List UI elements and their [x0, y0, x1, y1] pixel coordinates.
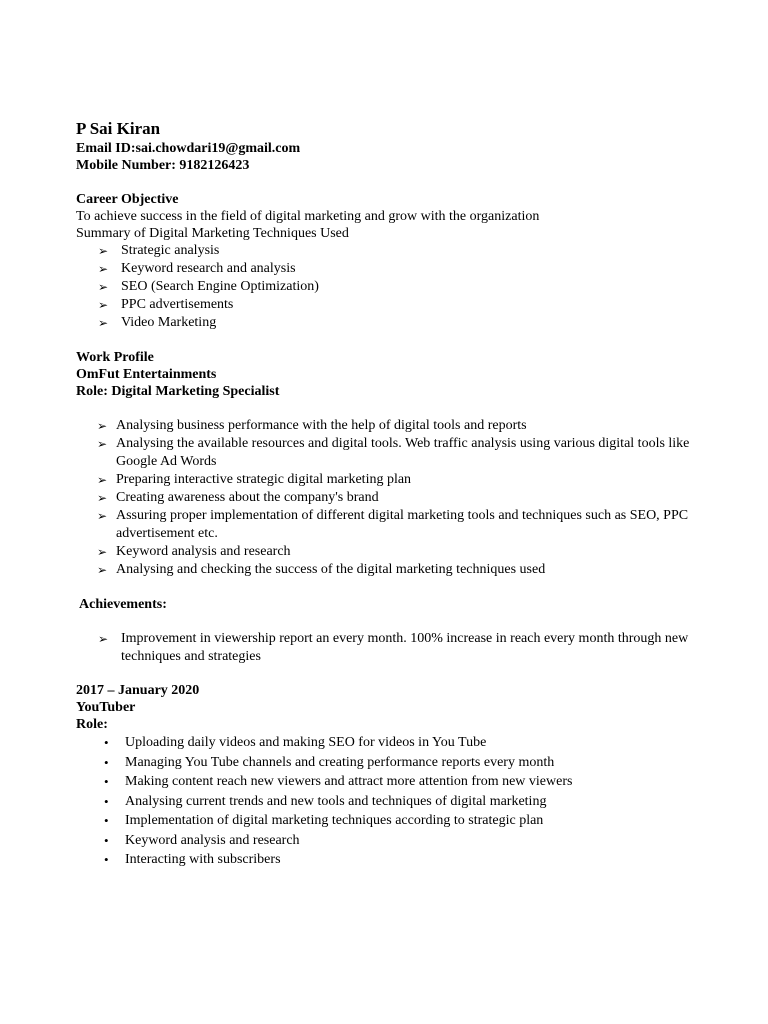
arrow-bullet-icon: ➢ [98, 316, 109, 330]
list-item-text: PPC advertisements [121, 297, 234, 312]
bullet-icon: • [104, 852, 109, 867]
email-line: Email ID:sai.chowdari19@gmail.com [76, 141, 301, 156]
list-item-text: Uploading daily videos and making SEO for videos in You Tube [125, 735, 487, 750]
list-item-text: Analysing current trends and new tools and techniques of digital marketing [125, 793, 547, 809]
list-item [76, 772, 696, 792]
list-item [76, 471, 696, 489]
achievements-heading: Achievements: [79, 597, 167, 612]
list-item-text: Managing You Tube channels and creating performance reports every month [125, 754, 555, 770]
work-duties-list [76, 417, 696, 579]
list-item-text: Improvement in viewership report an every month. 100% increase in reach every month through new techniques and strategies [121, 631, 689, 664]
bullet-icon: • [104, 774, 109, 789]
career-objective-heading: Career Objective [76, 192, 179, 207]
arrow-bullet-icon: ➢ [97, 437, 108, 451]
arrow-bullet-icon: ➢ [97, 419, 108, 433]
bullet-icon: • [104, 832, 109, 848]
list-item [76, 260, 696, 278]
mobile-line: Mobile Number: 9182126423 [76, 158, 250, 173]
list-item-text: Analysing business performance with the help of digital tools and reports [116, 418, 527, 433]
list-item-text: Keyword analysis and research [116, 544, 291, 559]
list-item [76, 278, 696, 296]
list-item [76, 850, 696, 870]
youtube-role-label: Role: [76, 717, 108, 732]
work-profile-heading: Work Profile [76, 350, 154, 365]
arrow-bullet-icon: ➢ [97, 491, 108, 505]
list-item [76, 417, 696, 435]
list-item [76, 733, 696, 753]
list-item [76, 792, 696, 812]
arrow-bullet-icon: ➢ [98, 280, 109, 294]
list-item-text: Strategic analysis [121, 243, 220, 258]
list-item-text: Keyword research and analysis [121, 261, 296, 276]
list-item [76, 753, 696, 773]
list-item-text: Creating awareness about the company's brand [116, 490, 379, 505]
arrow-bullet-icon: ➢ [98, 244, 109, 258]
resume-page [76, 118, 696, 870]
bullet-icon: • [104, 735, 109, 750]
arrow-bullet-icon: ➢ [97, 509, 108, 523]
list-item [76, 435, 696, 471]
arrow-bullet-icon: ➢ [97, 473, 108, 487]
arrow-bullet-icon: ➢ [97, 545, 108, 559]
list-item [76, 561, 696, 579]
list-item-text: Keyword analysis and research [125, 832, 300, 848]
list-item [76, 811, 696, 831]
list-item-text: Interacting with subscribers [125, 852, 281, 867]
list-item [76, 630, 696, 666]
list-item-text: Assuring proper implementation of different digital marketing tools and techniques such as SEO, PPC advertisement etc. [116, 508, 689, 541]
arrow-bullet-icon: ➢ [98, 632, 109, 646]
youtube-period: 2017 – January 2020 [76, 683, 200, 698]
bullet-icon: • [104, 793, 109, 809]
youtube-duties-list [76, 733, 696, 870]
list-item [76, 543, 696, 561]
arrow-bullet-icon: ➢ [97, 563, 108, 577]
arrow-bullet-icon: ➢ [98, 262, 109, 276]
list-item-text: Preparing interactive strategic digital marketing plan [116, 472, 412, 487]
list-item-text: Video Marketing [121, 315, 217, 330]
list-item [76, 831, 696, 851]
list-item [76, 242, 696, 260]
list-item [76, 507, 696, 543]
list-item [76, 314, 696, 332]
techniques-summary-title: Summary of Digital Marketing Techniques Used [76, 226, 349, 241]
list-item [76, 296, 696, 314]
list-item-text: Implementation of digital marketing techniques according to strategic plan [125, 813, 544, 828]
achievements-list [76, 630, 696, 666]
bullet-icon: • [104, 754, 109, 770]
list-item [76, 489, 696, 507]
work-role: Role: Digital Marketing Specialist [76, 384, 280, 399]
youtube-title: YouTuber [76, 700, 136, 715]
bullet-icon: • [104, 813, 109, 828]
career-objective-text: To achieve success in the field of digital marketing and grow with the organization [76, 209, 540, 224]
list-item-text: SEO (Search Engine Optimization) [121, 279, 319, 294]
list-item-text: Making content reach new viewers and attract more attention from new viewers [125, 774, 573, 789]
candidate-name: P Sai Kiran [76, 119, 161, 138]
list-item-text: Analysing the available resources and digital tools. Web traffic analysis using various digital tools like Google Ad Words [116, 436, 690, 469]
techniques-list [76, 242, 696, 332]
arrow-bullet-icon: ➢ [98, 298, 109, 312]
company-name: OmFut Entertainments [76, 367, 217, 382]
list-item-text: Analysing and checking the success of the digital marketing techniques used [116, 562, 546, 577]
